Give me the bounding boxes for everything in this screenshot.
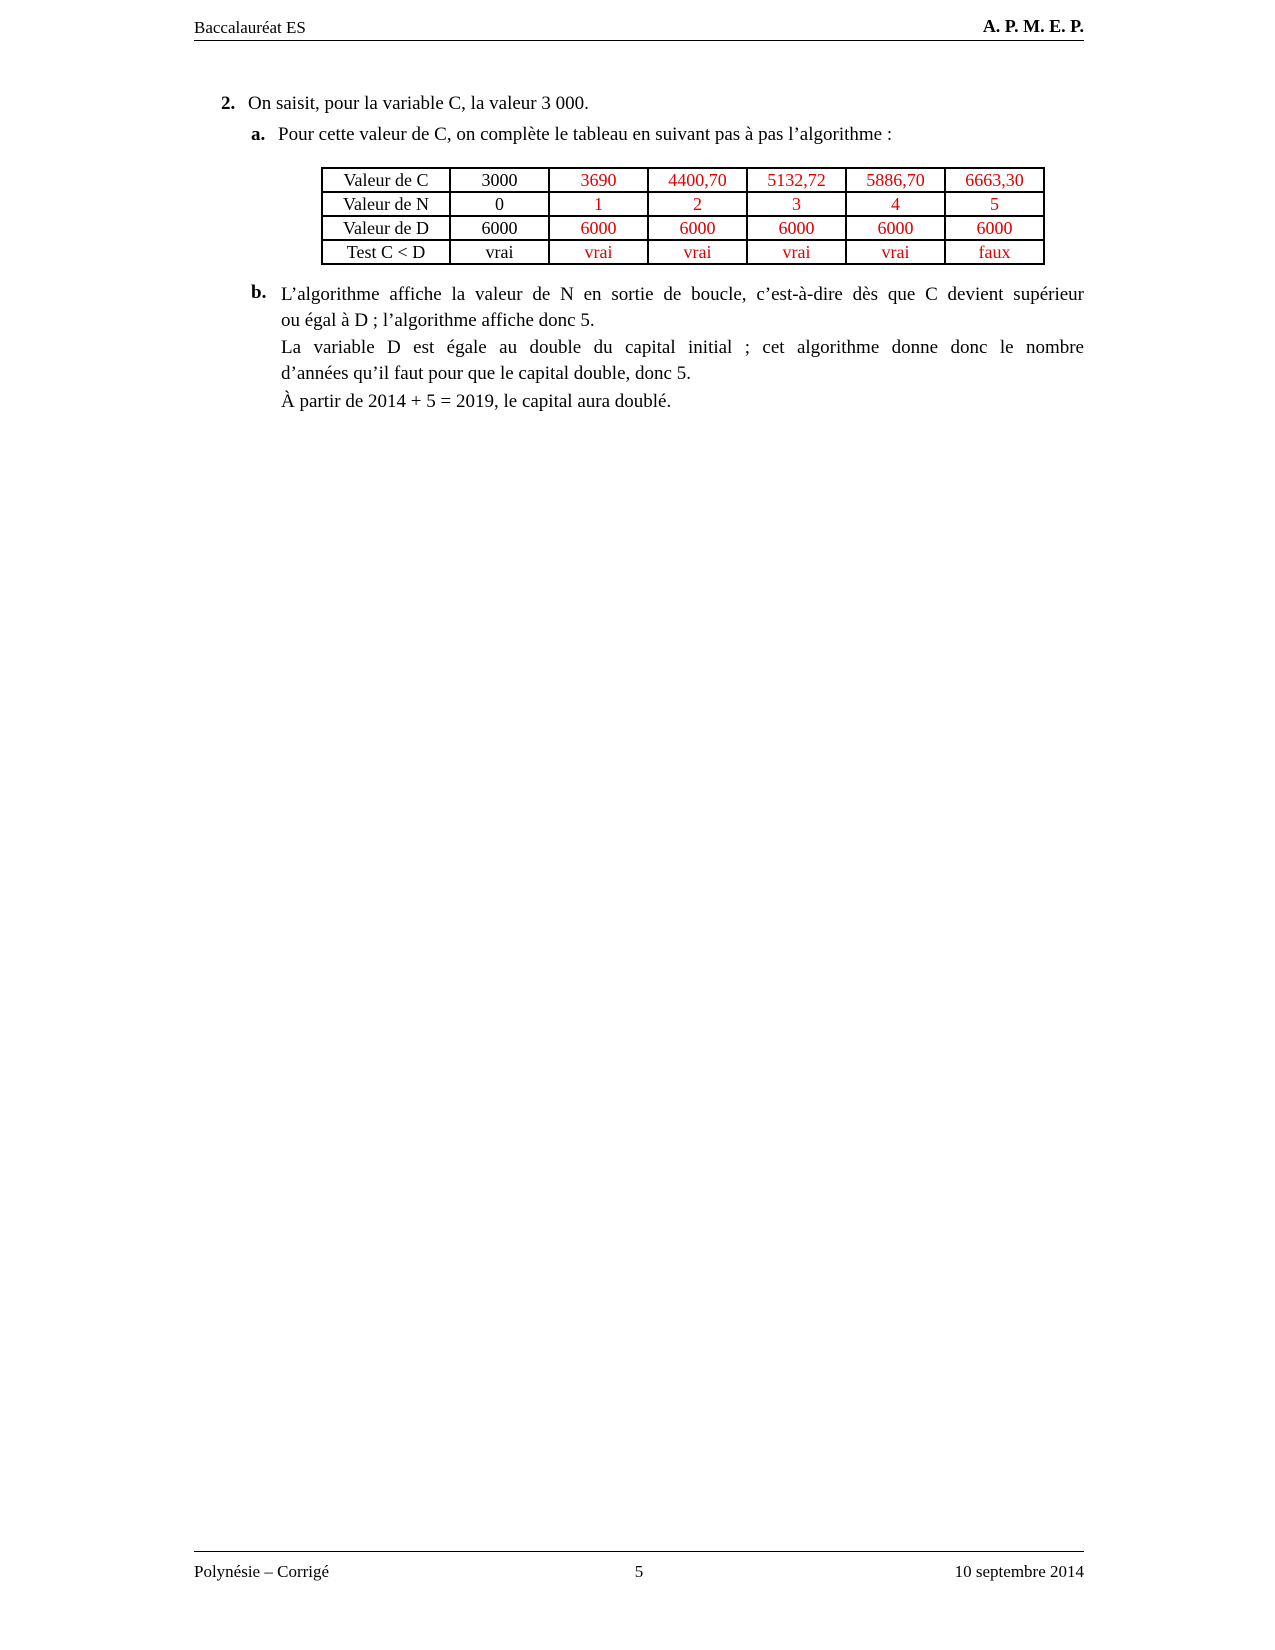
- header-right: A. P. M. E. P.: [982, 16, 1084, 36]
- question-2b-label-wrap: [251, 282, 266, 304]
- answer-cell: 6000: [549, 216, 648, 240]
- row-label: Valeur de C: [322, 168, 450, 192]
- answer-cell: 6000: [945, 216, 1044, 240]
- footer-date: 10 septembre 2014: [954, 1562, 1084, 1581]
- table-row-c: [322, 168, 1044, 192]
- table-row-d: [322, 216, 1044, 240]
- table-cell: 6000: [450, 216, 549, 240]
- question-2-number: 2.: [221, 93, 236, 114]
- page-footer: [194, 1551, 1084, 1582]
- answer-cell: vrai: [747, 240, 846, 264]
- answer-cell: vrai: [549, 240, 648, 264]
- question-2b-label: b.: [251, 282, 267, 303]
- answer-cell: 3690: [549, 168, 648, 192]
- row-label: Valeur de D: [322, 216, 450, 240]
- answer-b-line-4: d’années qu’il faut pour que le capital double, donc 5.: [281, 363, 691, 384]
- row-label: Valeur de N: [322, 192, 450, 216]
- answer-cell: 1: [549, 192, 648, 216]
- answer-b-line-5: À partir de 2014 + 5 = 2019, le capital aura doublé.: [281, 391, 672, 412]
- page-number: 5: [634, 1562, 644, 1581]
- question-2a: [251, 124, 892, 146]
- answer-cell: 6663,30: [945, 168, 1044, 192]
- question-2a-label: a.: [251, 124, 266, 145]
- table-cell: vrai: [450, 240, 549, 264]
- answer-cell: 5: [945, 192, 1044, 216]
- header-left: Baccalauréat ES: [194, 18, 306, 37]
- answer-b-line-3: La variable D est égale au double du capital initial ; cet algorithme donne donc le nombre: [281, 337, 1084, 358]
- answer-cell: vrai: [648, 240, 747, 264]
- question-2: [221, 93, 589, 115]
- answer-cell: 6000: [747, 216, 846, 240]
- answer-cell: 2: [648, 192, 747, 216]
- answer-cell: 4: [846, 192, 945, 216]
- page-header: [194, 14, 1084, 41]
- footer-left: Polynésie – Corrigé: [194, 1562, 330, 1581]
- algorithm-table: [321, 167, 1045, 265]
- table-row-test: [322, 240, 1044, 264]
- table-row-n: [322, 192, 1044, 216]
- answer-cell: 6000: [648, 216, 747, 240]
- answer-b-line-1: L’algorithme affiche la valeur de N en sortie de boucle, c’est-à-dire dès que C devient supérieur: [281, 284, 1084, 305]
- table-cell: 0: [450, 192, 549, 216]
- answer-b-line-2: ou égal à D ; l’algorithme affiche donc 5.: [281, 310, 595, 331]
- question-2-text: On saisit, pour la variable C, la valeur 3 000.: [248, 93, 589, 114]
- answer-cell: 6000: [846, 216, 945, 240]
- table-cell: 3000: [450, 168, 549, 192]
- answer-cell: 5886,70: [846, 168, 945, 192]
- answer-cell: 4400,70: [648, 168, 747, 192]
- answer-cell: faux: [945, 240, 1044, 264]
- answer-cell: 3: [747, 192, 846, 216]
- answer-cell: vrai: [846, 240, 945, 264]
- question-2a-text: Pour cette valeur de C, on complète le tableau en suivant pas à pas l’algorithme :: [278, 124, 893, 145]
- answer-cell: 5132,72: [747, 168, 846, 192]
- row-label: Test C < D: [322, 240, 450, 264]
